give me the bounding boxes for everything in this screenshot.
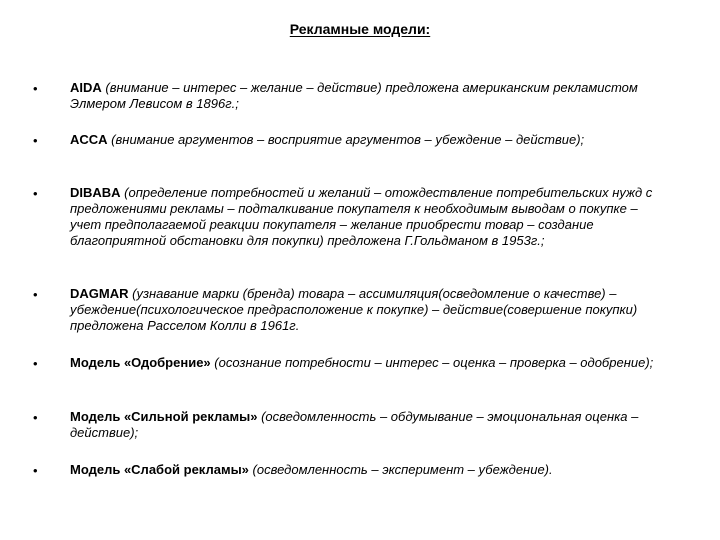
model-name: Модель «Сильной рекламы» (70, 409, 258, 424)
bullet-icon: • (33, 463, 38, 478)
page-title: Рекламные модели: (289, 21, 431, 37)
list-item-text (70, 409, 670, 441)
model-description: (осведомленность – обдумывание – эмоциональная оценка – действие); (70, 409, 639, 440)
model-description: (внимание – интерес – желание – действие) предложена американским рекламистом Элмером Левисом в 1896г.; (70, 80, 638, 111)
bullet-icon: • (33, 356, 38, 371)
bullet-icon: • (33, 287, 38, 302)
bullet-icon: • (33, 410, 38, 425)
model-name: AIDA (70, 80, 102, 95)
bullet-icon: • (33, 81, 38, 96)
model-description: (узнавание марки (бренда) товара – ассимиляция(осведомление о качестве) – убеждение(психологическое предрасположение к покупке) – действие(совершение покупки) предложена Расселом Колли в 1961г. (70, 286, 638, 333)
model-description: (осознание потребности – интерес – оценка – проверка – одобрение); (210, 355, 654, 370)
model-description: (определение потребностей и желаний – отождествление потребительских нужд с предложениями рекламы – подталкивание покупателя к необходимым выводам о покупке – учет предполагаемой реакции покупателя – желание приобрести товар – создание благоприятной обстановки для покупки) предложена Г.Гольдманом в 1953г.; (70, 185, 653, 248)
model-description: (внимание аргументов – восприятие аргументов – убеждение – действие); (107, 132, 585, 147)
bullet-icon: • (33, 186, 38, 201)
model-name: Модель «Слабой рекламы» (70, 462, 249, 477)
model-name: Модель «Одобрение» (70, 355, 211, 370)
model-description: (осведомленность – эксперимент – убеждение). (248, 462, 553, 477)
model-name: DIBABA (70, 185, 121, 200)
list-item-text (70, 185, 670, 249)
list-item-text (70, 132, 670, 148)
list-item-text (70, 80, 670, 112)
bullet-icon: • (33, 133, 38, 148)
list-item-text (70, 286, 670, 334)
list-item-text (70, 462, 670, 478)
list-item-text (70, 355, 670, 371)
model-name: ACCA (70, 132, 108, 147)
model-name: DAGMAR (70, 286, 129, 301)
